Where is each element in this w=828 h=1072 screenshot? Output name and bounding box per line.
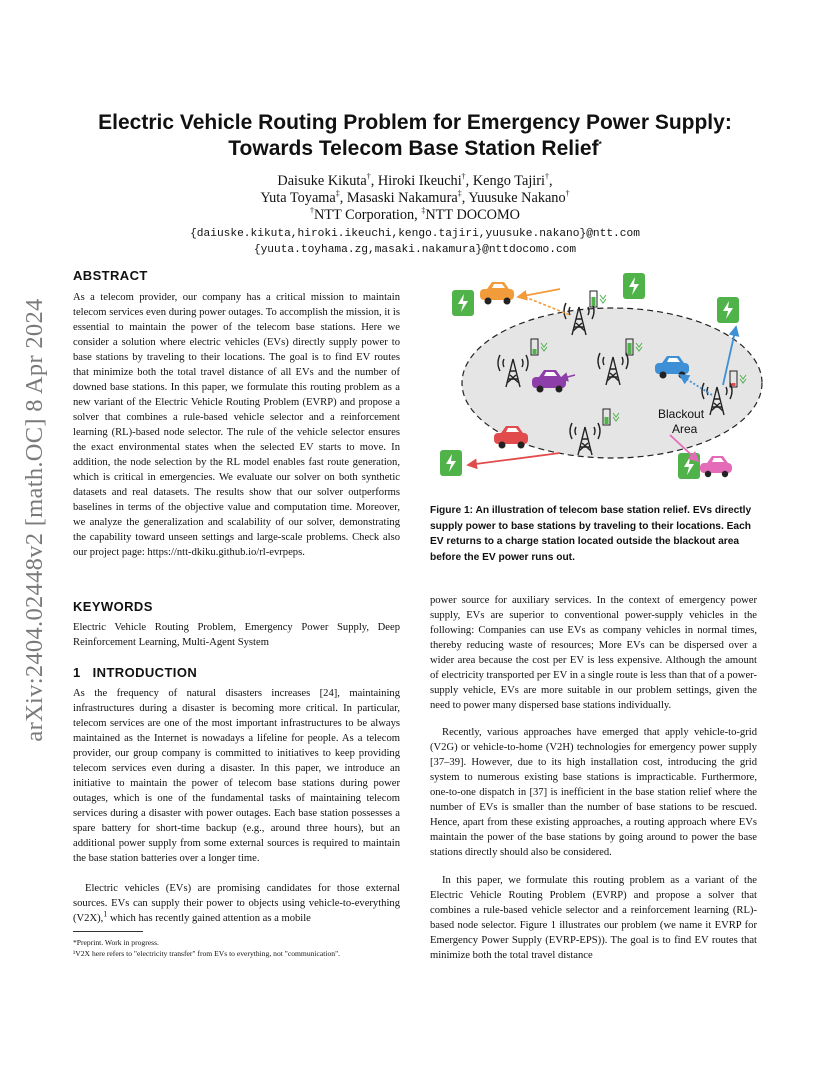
orange-route	[520, 295, 570, 315]
author-name: Yuusuke Nakano	[468, 190, 566, 206]
right-paragraph-1: power source for auxiliary services. In the context of emergency power supply, EVs are superior to conventional power-supply vehicles in the following: Companies can use EVs as company vehicles in normal times, thereby reducing waste of resources; More EVs can be dispersed over a wider area because the cost per EV is less expensive. Although the amount of electricity transported per EV in a single route is less than that of a power-supply vehicle, EVs are more suitable in our problem settings, given the need to power many dispersed base stations individually.	[430, 595, 757, 711]
charge-station-icon	[452, 290, 474, 316]
arxiv-sidebar-stamp	[14, 270, 56, 770]
author-name: Yuta Toyama	[260, 190, 336, 206]
author-name: Daisuke Kikuta	[277, 173, 367, 189]
charge-station-icon	[678, 453, 700, 479]
author-name: Kengo Tajiri	[472, 173, 546, 189]
blackout-label-line-2: Area	[672, 422, 698, 436]
charge-station-icon	[623, 273, 645, 299]
right-paragraph-3: In this paper, we formulate this routing problem as a variant of the Electric Vehicle Routing Problem (EVRP) and propose a solver that combines a rule-based vehicle selector and a reinforcement learning (RL)-based node selector. Figure 1 illustrates our problem (we name it EVRP for Emergency Power Supply (EVRP-EPS)). The goal is to find EV routes that minimize both the total travel distance	[430, 875, 757, 961]
author-name: Hiroki Ikeuchi	[377, 173, 462, 189]
intro-paragraph-1: As the frequency of natural disasters increases [24], maintaining infrastructures during a disaster is becoming more critical. In particular, telecom services are one of the most important infrastructures to be always maintained as the Internet is nowadays a lifeline for people. As a telecom provider, our group company is committed to initiatives to keep providing telecom services even during a disaster. In this paper, we introduce an initiative to maintain the power of telecom base stations during power outages, which is one of the fundamental tasks of maintaining telecom services during a disaster with power outages. Each base station possesses a spare battery for short-time backup (e.g., around three hours), but an additional power supply from some external sources is required to maintain the base station batteries over a longer time.	[73, 688, 400, 864]
affiliations: †NTT Corporation, ‡NTT DOCOMO	[309, 206, 520, 223]
abstract-heading: ABSTRACT	[73, 268, 148, 283]
footnote-rule	[73, 931, 143, 932]
title-line-1: Electric Vehicle Routing Problem for Emergency Power Supply:	[98, 111, 732, 134]
title-line-2: Towards Telecom Base Station Relief*	[228, 137, 602, 160]
arxiv-id: arXiv:2404.02448v2 [math.OC] 8 Apr 2024	[21, 298, 48, 742]
author-line-1: Daisuke Kikuta†, Hiroki Ikeuchi†, Kengo Tajiri†,	[277, 172, 553, 189]
intro-paragraph-2: Electric vehicles (EVs) are promising candidates for those external sources. EVs can supply their power to objects using vehicle-to-everything (V2X),$^1$ which has recently gained attention as a mobile	[73, 883, 400, 924]
orange-ev-icon	[480, 282, 514, 305]
footnote-v2x: ¹V2X here refers to "electricity transfer" from EVs to everything, not "communication".	[73, 949, 341, 958]
right-paragraph-2: Recently, various approaches have emerged that apply vehicle-to-grid (V2G) or vehicle-to-home (V2H) technologies for emergency power supply [37–39]. However, due to its high installation cost, introducing the grid system to numerous existing base stations is impracticable. Furthermore, one-to-one dispatch in [37] is inefficient in the base station relief where the number of EVs is smaller than the number of base stations to be rescued. Hence, apart from these existing approaches, a routing approach where EVs maintain the power of the base stations by going around to power the base stations directly should also be considered.	[430, 727, 757, 858]
figure-1-caption: Figure 1: An illustration of telecom base station relief. EVs directly supply power to base stations by traveling to their locations. Each EV returns to a charge station located outside the blackout area before the EV power runs out.	[430, 505, 752, 563]
pink-ev-icon	[700, 456, 732, 477]
orange-return-arrow	[518, 289, 560, 297]
email-line-2: {yuuta.toyhama.zg,masaki.nakamura}@nttdocomo.com	[253, 243, 577, 256]
red-return-arrow	[468, 453, 560, 465]
charge-station-icon	[717, 297, 739, 323]
title-footnote-marker: *	[598, 140, 602, 149]
intro-heading: 1 INTRODUCTION	[73, 665, 198, 680]
author-name: Masaski Nakamura	[346, 190, 458, 206]
keywords-heading: KEYWORDS	[73, 599, 153, 614]
footnote-preprint: *Preprint. Work in progress.	[73, 938, 159, 947]
charge-station-icon	[440, 450, 462, 476]
figure-1-illustration	[440, 265, 765, 495]
author-block	[60, 173, 770, 224]
email-line-1: {daiuske.kikuta,hiroki.ikeuchi,kengo.tajiri,yuusuke.nakano}@ntt.com	[190, 228, 640, 240]
battery-icon	[590, 291, 606, 307]
paper-title	[60, 110, 770, 162]
author-line-2: Yuta Toyama‡, Masaski Nakamura‡, Yuusuke Nakano†	[260, 189, 570, 206]
blackout-label-line-1: Blackout	[658, 407, 705, 421]
figure-1	[440, 265, 765, 495]
abstract-text: As a telecom provider, our company has a critical mission to maintain telecom services even during power outages. To accomplish the mission, it is essential to maintain the power of the telecom base stations. Here we consider a solution where electric vehicles (EVs) directly supply power to base stations by traveling to their locations. The goal is to find EV routes that minimize both the total travel distance of all EVs and the number of downed base stations. In this paper, we formulate this routing problem as a new variant of the Electric Vehicle Routing Problem (EVRP) and propose a solver that combines a rule-based vehicle selector and a reinforcement learning (RL)-based node selector. The rule of the vehicle selector ensures the exact environmental states when the selected EV starts to move. In addition, the node selection by the RL model enables fast route generation, which is critical in emergencies. We evaluate our solver on both synthetic datasets and real datasets. The results show that our solver outperforms baselines in terms of the objective value and computation time. Moreover, we analyze the generalization and scalability of our solver, demonstrating the capability toward unseen settings and large-scale problems. Check also our project page: https://ntt-dkiku.github.io/rl-evrpeps.	[73, 292, 400, 558]
keywords-text: Electric Vehicle Routing Problem, Emergency Power Supply, Deep Reinforcement Learning, Multi-Agent System	[73, 622, 400, 648]
author-emails	[60, 227, 770, 258]
